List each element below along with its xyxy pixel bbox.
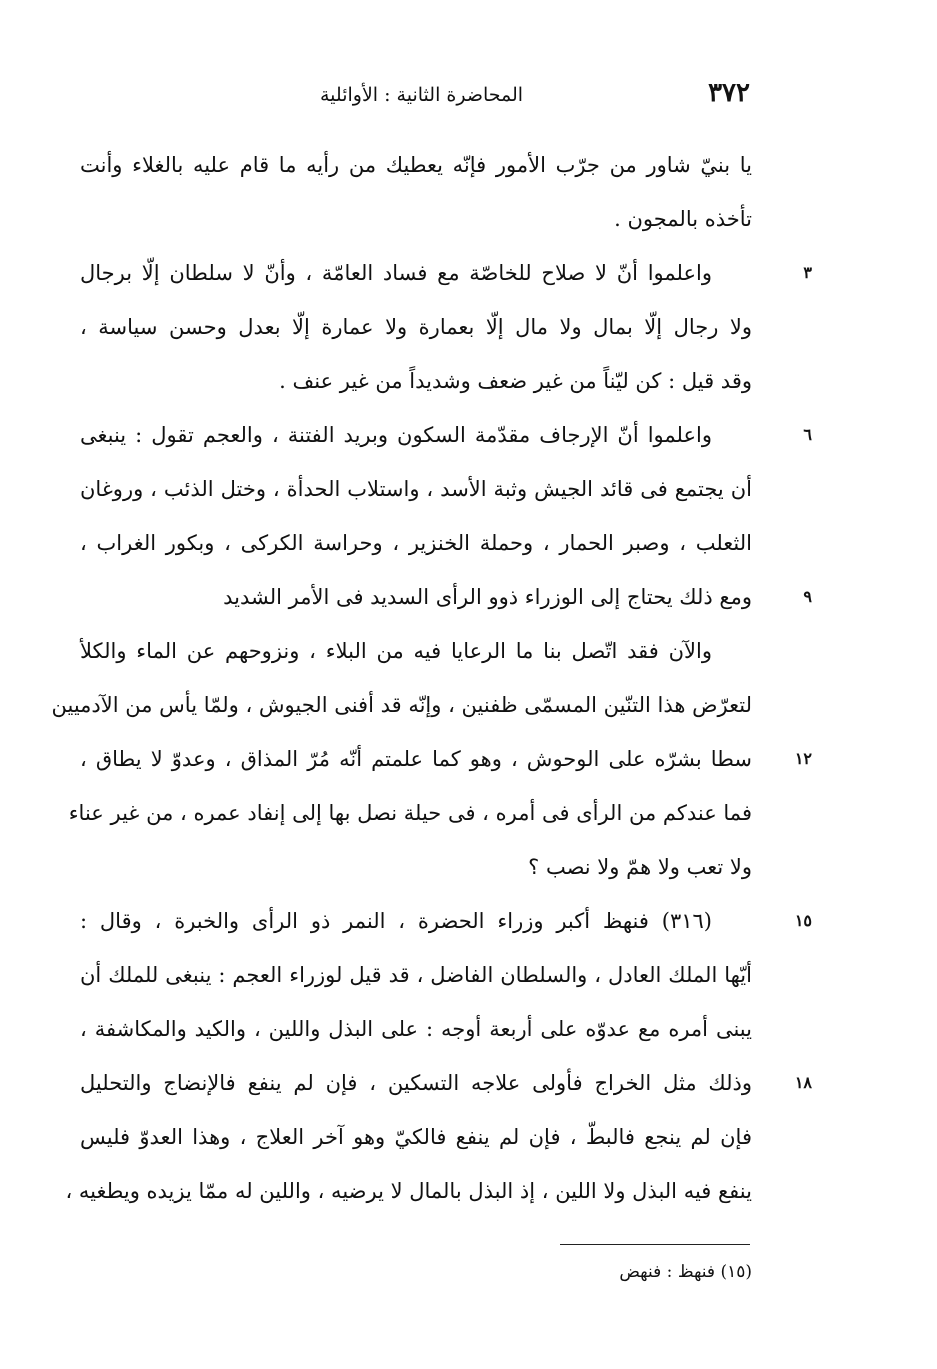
line-text: ينفع فيه البذل ولا اللين ، إذ البذل بالمال لا يرضيه ، واللين له ممّا يزيده ويطغيه ، (65, 1179, 752, 1203)
line-text: أيّها الملك العادل ، والسلطان الفاضل ، قد قيل لوزراء العجم : ينبغى للملك أن (80, 963, 752, 987)
text-line (80, 138, 752, 192)
text-line (80, 246, 812, 300)
text-line (80, 1056, 812, 1110)
text-line (80, 300, 752, 354)
line-text: ولا تعب ولا همّ ولا نصب ؟ (528, 855, 752, 879)
main-text (51, 138, 812, 1218)
text-line (80, 516, 752, 570)
line-text: فما عندكم من الرأى فى أمره ، فى حيلة نصل بها إلى إنفاد عمره ، من غير عناء (68, 801, 752, 825)
text-line (80, 192, 752, 246)
line-text: ولا رجال إلّا بمال ولا مال إلّا بعمارة ولا عمارة إلّا بعدل وحسن سياسة ، (80, 315, 752, 339)
text-line (80, 570, 812, 624)
text-line (80, 840, 752, 894)
line-number: ٩ (803, 587, 812, 606)
line-text: والآن فقد اتّصل بنا ما الرعايا فيه من البلاء ، ونزوحهم عن الماء والكلأ (80, 639, 712, 663)
text-line (65, 1164, 752, 1218)
line-text: أن يجتمع فى قائد الجيش وثبة الأسد ، واستلاب الحدأة ، وختل الذئب ، وروغان (80, 477, 752, 501)
text-line (80, 732, 812, 786)
line-text: واعلموا أنّ الإرجاف مقدّمة السكون وبريد الفتنة ، والعجم تقول : ينبغى (80, 423, 712, 447)
text-line (80, 462, 752, 516)
line-number: ١٥ (794, 911, 812, 930)
line-text: وذلك مثل الخراج فأولى علاجه التسكين ، فإن لم ينفع فالإنضاج والتحليل (80, 1071, 752, 1095)
page-number: ٣٧٢ (708, 78, 750, 108)
line-text: واعلموا أنّ لا صلاح للخاصّة مع فساد العامّة ، وأنّ لا سلطان إلّا برجال (80, 261, 712, 285)
page-header (80, 78, 750, 118)
footnote: (١٥) فنهظ : فنهض (619, 1262, 752, 1282)
line-number: ٦ (803, 425, 812, 444)
line-text: وقد قيل : كن ليّناً من غير ضعف وشديداً من غير عنف . (279, 369, 752, 393)
line-text: يبنى أمره مع عدوّه على أربعة أوجه : على البذل واللين ، والكيد والمكاشفة ، (80, 1017, 752, 1041)
line-text: فإن لم ينجع فالبطّ ، فإن لم ينفع فالكيّ وهو آخر العلاج ، وهذا العدوّ فليس (80, 1125, 752, 1149)
line-text: (٣١٦) فنهظ أكبر وزراء الحضرة ، النمر ذو الرأى والخبرة ، وقال : (80, 909, 712, 933)
line-text: ومع ذلك يحتاج إلى الوزراء ذوو الرأى السديد فى الأمر الشديد (223, 585, 752, 609)
line-number: ٣ (803, 263, 812, 282)
line-text: لتعرّض هذا التنّين المسمّى ظفنين ، وإنّه قد أفنى الجيوش ، ولمّا يأس من الآدميين (51, 693, 752, 717)
text-line (80, 354, 752, 408)
line-text: يا بنيّ شاور من جرّب الأمور فإنّه يعطيك من رأيه ما قام عليه بالغلاء وأنت (80, 153, 752, 177)
text-line (80, 1002, 752, 1056)
line-text: تأخذه بالمجون . (614, 207, 752, 231)
text-line (80, 624, 752, 678)
text-line (51, 678, 752, 732)
text-line (68, 786, 752, 840)
text-line (80, 1110, 752, 1164)
text-line (80, 894, 812, 948)
text-line (80, 948, 752, 1002)
line-text: سطا بشرّه على الوحوش ، وهو كما علمتم أنّه مُرّ المذاق ، وعدوّ لا يطاق ، (80, 747, 752, 771)
line-number: ١٢ (794, 749, 812, 768)
running-head: المحاضرة الثانية : الأوائلية (320, 84, 524, 106)
text-line (80, 408, 812, 462)
line-number: ١٨ (794, 1073, 812, 1092)
footnote-divider (560, 1244, 750, 1245)
line-text: الثعلب ، وصبر الحمار ، وحملة الخنزير ، وحراسة الكركى ، وبكور الغراب ، (80, 531, 752, 555)
